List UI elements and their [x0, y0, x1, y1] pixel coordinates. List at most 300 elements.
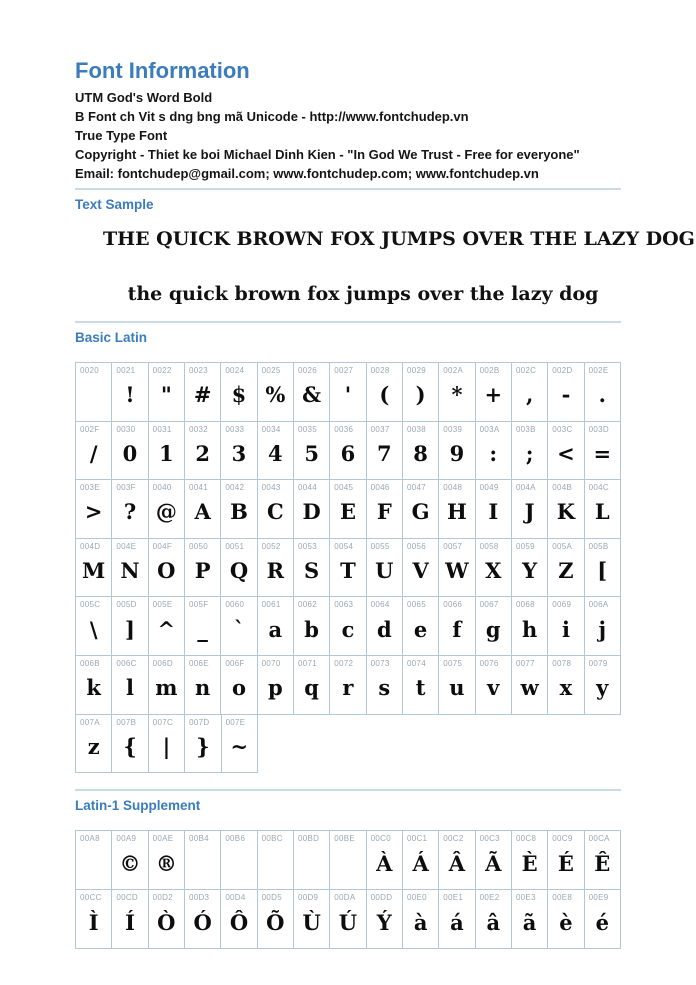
- glyph: [76, 844, 111, 889]
- glyph-cell-0026: [293, 362, 330, 422]
- codepoint-label: 004B: [552, 483, 573, 493]
- codepoint-label: 0053: [297, 541, 317, 551]
- glyph: @: [155, 499, 177, 525]
- glyph-cell-007E: [221, 714, 258, 774]
- glyph: r: [342, 675, 354, 701]
- font-description-line: B Font ch Vit s dng bng mã Unicode - http://www.fontchudep.vn: [75, 109, 469, 124]
- codepoint-label: 0066: [443, 600, 463, 610]
- glyph-cell-004E: [111, 538, 148, 598]
- glyph: Ù: [302, 909, 321, 935]
- section-heading-text-sample: Text Sample: [75, 197, 154, 212]
- codepoint-label: 003C: [552, 424, 573, 434]
- font-type-line: True Type Font: [75, 128, 168, 143]
- glyph: À: [376, 850, 393, 876]
- glyph-cell-00D9: [293, 889, 330, 949]
- codepoint-label: 0058: [479, 541, 499, 551]
- glyph-cell-0024: [220, 362, 257, 422]
- glyph: I: [488, 499, 499, 525]
- glyph-cell-0037: [366, 421, 403, 481]
- glyph: !: [125, 382, 135, 408]
- glyph: &: [302, 382, 322, 408]
- codepoint-label: 00C9: [552, 834, 573, 844]
- glyph-cell-005B: [584, 538, 621, 598]
- glyph: 7: [376, 440, 392, 466]
- codepoint-label: 00A9: [116, 834, 137, 844]
- glyph: e: [413, 616, 428, 642]
- codepoint-label: 006A: [588, 600, 609, 610]
- glyph-cell-006F: [220, 655, 257, 715]
- glyph-cell-00E3: [511, 889, 548, 949]
- codepoint-label: 0076: [479, 658, 499, 668]
- codepoint-label: 00CC: [80, 893, 102, 903]
- codepoint-label: 00BC: [261, 834, 283, 844]
- glyph-table-latin1-supplement: [75, 830, 621, 949]
- codepoint-label: 00CA: [588, 834, 610, 844]
- glyph-cell-0059: [511, 538, 548, 598]
- glyph-cell-0029: [402, 362, 439, 422]
- glyph: o: [231, 675, 246, 701]
- glyph-row: [75, 889, 621, 949]
- glyph-cell-0074: [402, 655, 439, 715]
- codepoint-label: 002A: [443, 366, 464, 375]
- codepoint-label: 0062: [297, 600, 317, 610]
- codepoint-label: 00DD: [370, 893, 393, 903]
- codepoint-label: 0049: [479, 483, 499, 493]
- glyph: #: [193, 382, 212, 408]
- glyph-row: [75, 655, 621, 715]
- email-line: Email: fontchudep@gmail.com; www.fontchudep.com; www.fontchudep.vn: [75, 166, 539, 181]
- glyph-cell-0032: [184, 421, 221, 481]
- glyph-cell-00D5: [257, 889, 294, 949]
- glyph-cell-00C1: [402, 830, 439, 890]
- codepoint-label: 00C0: [370, 834, 391, 844]
- codepoint-label: 0052: [261, 541, 281, 551]
- codepoint-label: 002F: [80, 424, 100, 434]
- glyph: c: [341, 616, 355, 642]
- glyph: A: [194, 499, 211, 525]
- glyph: ): [415, 382, 426, 408]
- glyph: Z: [558, 558, 574, 584]
- glyph: =: [593, 440, 612, 466]
- codepoint-label: 0071: [297, 658, 317, 668]
- codepoint-label: 0024: [225, 366, 245, 375]
- glyph-cell-00C0: [366, 830, 403, 890]
- glyph-cell-0054: [329, 538, 366, 598]
- codepoint-label: 00D2: [152, 893, 173, 903]
- glyph: g: [485, 616, 501, 642]
- codepoint-label: 005E: [152, 600, 173, 610]
- glyph-cell-005A: [547, 538, 584, 598]
- glyph: 1: [159, 440, 174, 466]
- glyph-cell-00CA: [584, 830, 621, 890]
- glyph: Ê: [594, 850, 611, 876]
- codepoint-label: 002D: [552, 366, 573, 375]
- glyph: _: [197, 616, 208, 642]
- codepoint-label: 00A8: [80, 834, 100, 844]
- codepoint-label: 0048: [443, 483, 463, 493]
- codepoint-label: 0077: [515, 658, 535, 668]
- codepoint-label: 00C1: [406, 834, 428, 844]
- glyph-cell-00C3: [475, 830, 512, 890]
- codepoint-label: 006F: [225, 658, 245, 668]
- glyph-cell-004B: [547, 479, 584, 539]
- font-info-block: [75, 88, 621, 183]
- glyph-cell-0067: [475, 596, 512, 656]
- codepoint-label: 0031: [152, 424, 172, 434]
- glyph-cell-0023: [184, 362, 221, 422]
- codepoint-label: 00CD: [116, 893, 138, 903]
- codepoint-label: 0068: [515, 600, 535, 610]
- glyph: ,: [525, 382, 534, 408]
- glyph-cell-00D4: [220, 889, 257, 949]
- glyph: <: [557, 440, 575, 466]
- glyph-row: [75, 538, 621, 598]
- glyph: ©: [119, 850, 141, 876]
- glyph: +: [484, 382, 503, 408]
- codepoint-label: 0038: [406, 424, 426, 434]
- glyph-cell-0071: [293, 655, 330, 715]
- glyph: á: [450, 909, 464, 935]
- glyph: *: [451, 382, 463, 408]
- glyph-cell-003A: [475, 421, 512, 481]
- sample-lowercase: the quick brown fox jumps over the lazy dog: [127, 283, 599, 305]
- glyph-row: [75, 479, 621, 539]
- codepoint-label: 004C: [588, 483, 609, 493]
- glyph: y: [596, 675, 609, 701]
- codepoint-label: 0046: [370, 483, 390, 493]
- glyph: [185, 844, 220, 889]
- glyph: Í: [125, 909, 135, 935]
- section-heading-basic-latin: Basic Latin: [75, 330, 148, 345]
- glyph-cell-0046: [366, 479, 403, 539]
- glyph: V: [412, 558, 429, 584]
- codepoint-label: 0065: [406, 600, 426, 610]
- codepoint-label: 0028: [370, 366, 390, 375]
- glyph-cell-00C8: [511, 830, 548, 890]
- glyph: 5: [304, 440, 319, 466]
- glyph: S: [304, 558, 320, 584]
- glyph-row: [75, 421, 621, 481]
- glyph: é: [595, 909, 609, 935]
- glyph-cell-003F: [111, 479, 148, 539]
- codepoint-label: 0034: [261, 424, 281, 434]
- section-divider: [75, 188, 621, 190]
- glyph: ®: [155, 850, 177, 876]
- glyph: M: [82, 558, 106, 584]
- glyph-cell-005F: [184, 596, 221, 656]
- codepoint-label: 0079: [588, 658, 608, 668]
- glyph-cell-00E2: [475, 889, 512, 949]
- codepoint-label: 005A: [552, 541, 573, 551]
- glyph-cell-0063: [329, 596, 366, 656]
- glyph: F: [376, 499, 392, 525]
- glyph: Ò: [157, 909, 176, 935]
- glyph-cell-006B: [75, 655, 112, 715]
- codepoint-label: 0043: [261, 483, 281, 493]
- codepoint-label: 00E2: [479, 893, 500, 903]
- glyph-cell-00E9: [584, 889, 621, 949]
- glyph: %: [265, 382, 286, 408]
- glyph: Ó: [193, 909, 212, 935]
- glyph: ]: [125, 616, 135, 642]
- glyph: [294, 844, 329, 889]
- glyph-cell-0038: [402, 421, 439, 481]
- codepoint-label: 0078: [552, 658, 572, 668]
- glyph: 4: [267, 440, 283, 466]
- glyph: u: [449, 675, 465, 701]
- glyph-cell-0060: [220, 596, 257, 656]
- glyph: Ú: [338, 909, 358, 935]
- glyph-cell-0043: [257, 479, 294, 539]
- glyph-cell-00AE: [148, 830, 185, 890]
- glyph-cell-003C: [547, 421, 584, 481]
- codepoint-label: 0032: [188, 424, 208, 434]
- codepoint-label: 0045: [334, 483, 354, 493]
- codepoint-label: 00E9: [588, 893, 609, 903]
- codepoint-label: 005D: [116, 600, 137, 610]
- glyph: w: [520, 675, 539, 701]
- glyph-cell-00A9: [111, 830, 148, 890]
- codepoint-label: 0023: [188, 366, 208, 375]
- glyph-cell-00BC: [257, 830, 294, 890]
- glyph: 9: [449, 440, 465, 466]
- glyph: 3: [231, 440, 247, 466]
- glyph-cell-0044: [293, 479, 330, 539]
- glyph: ~: [230, 733, 249, 759]
- glyph-cell-00E0: [402, 889, 439, 949]
- codepoint-label: 0022: [152, 366, 172, 375]
- glyph: Y: [522, 558, 538, 584]
- glyph: G: [411, 499, 430, 525]
- glyph-cell-0050: [184, 538, 221, 598]
- glyph: C: [266, 499, 284, 525]
- codepoint-label: 004F: [152, 541, 173, 551]
- glyph: i: [561, 616, 570, 642]
- glyph: v: [487, 675, 500, 701]
- glyph: [258, 844, 293, 889]
- glyph: z: [87, 733, 100, 759]
- codepoint-label: 007E: [225, 717, 246, 727]
- codepoint-label: 00C8: [515, 834, 537, 844]
- glyph: B: [230, 499, 248, 525]
- codepoint-label: 0070: [261, 658, 281, 668]
- glyph: ^: [157, 616, 176, 642]
- glyph: l: [126, 675, 134, 701]
- font-name-line: UTM God's Word Bold: [75, 90, 213, 105]
- glyph: J: [524, 499, 535, 525]
- codepoint-label: 0044: [297, 483, 317, 493]
- glyph: â: [486, 909, 501, 935]
- glyph: :: [489, 440, 498, 466]
- glyph-cell-0028: [366, 362, 403, 422]
- codepoint-label: 0060: [225, 600, 245, 610]
- glyph: [221, 844, 256, 889]
- codepoint-label: 00E8: [552, 893, 573, 903]
- glyph: h: [521, 616, 538, 642]
- glyph-cell-007B: [111, 714, 148, 774]
- glyph: f: [452, 616, 462, 642]
- page-title: Font Information: [75, 58, 250, 83]
- codepoint-label: 00DA: [334, 893, 356, 903]
- codepoint-label: 0056: [406, 541, 426, 551]
- codepoint-label: 0057: [443, 541, 463, 551]
- codepoint-label: 0026: [297, 366, 317, 375]
- copyright-line: Copyright - Thiet ke boi Michael Dinh Kien - "In God We Trust - Free for everyone": [75, 147, 580, 162]
- glyph-cell-0033: [220, 421, 257, 481]
- codepoint-label: 0039: [443, 424, 463, 434]
- glyph-cell-004C: [584, 479, 621, 539]
- codepoint-label: 0067: [479, 600, 499, 610]
- glyph-cell-0056: [402, 538, 439, 598]
- glyph-cell-006D: [148, 655, 185, 715]
- codepoint-label: 002B: [479, 366, 500, 375]
- glyph: U: [375, 558, 394, 584]
- glyph-cell-00D2: [148, 889, 185, 949]
- codepoint-label: 003D: [588, 424, 609, 434]
- glyph: -: [561, 382, 571, 408]
- codepoint-label: 0021: [116, 366, 136, 375]
- glyph: k: [86, 675, 101, 701]
- glyph-cell-004A: [511, 479, 548, 539]
- glyph-cell-0042: [220, 479, 257, 539]
- codepoint-label: 0037: [370, 424, 390, 434]
- glyph: [330, 844, 365, 889]
- glyph-cell-00BE: [329, 830, 366, 890]
- glyph-cell-0036: [329, 421, 366, 481]
- glyph: É: [557, 850, 574, 876]
- glyph-cell-00E1: [438, 889, 475, 949]
- glyph: Ì: [88, 909, 99, 935]
- glyph-cell-0052: [257, 538, 294, 598]
- codepoint-label: 007B: [116, 717, 137, 727]
- glyph: ?: [123, 499, 137, 525]
- codepoint-label: 003A: [479, 424, 500, 434]
- glyph-table-basic-latin: [75, 362, 621, 773]
- glyph-cell-0064: [366, 596, 403, 656]
- glyph: [: [597, 558, 608, 584]
- codepoint-label: 00BE: [334, 834, 356, 844]
- glyph-cell-002B: [475, 362, 512, 422]
- codepoint-label: 0035: [297, 424, 317, 434]
- glyph: s: [378, 675, 391, 701]
- glyph-cell-0076: [475, 655, 512, 715]
- section-heading-latin1-supplement: Latin-1 Supplement: [75, 798, 201, 814]
- codepoint-label: 0036: [334, 424, 354, 434]
- codepoint-label: 00C2: [443, 834, 464, 844]
- codepoint-label: 00D4: [225, 893, 246, 903]
- glyph-cell-0022: [148, 362, 185, 422]
- codepoint-label: 00BD: [297, 834, 320, 844]
- glyph: Ô: [229, 909, 249, 935]
- glyph-cell-004F: [148, 538, 185, 598]
- glyph: }: [196, 733, 210, 759]
- glyph-cell-0055: [366, 538, 403, 598]
- glyph-row: [75, 596, 621, 656]
- codepoint-label: 00B4: [188, 834, 209, 844]
- glyph-cell-0025: [257, 362, 294, 422]
- codepoint-label: 003F: [116, 483, 136, 493]
- glyph-cell-0077: [511, 655, 548, 715]
- codepoint-label: 007D: [189, 717, 210, 727]
- glyph: O: [157, 558, 176, 584]
- glyph-row: [75, 714, 621, 774]
- codepoint-label: 003B: [515, 424, 536, 434]
- codepoint-label: 00C3: [479, 834, 500, 844]
- glyph: p: [267, 675, 283, 701]
- codepoint-label: 0033: [225, 424, 245, 434]
- codepoint-label: 00D3: [188, 893, 210, 903]
- codepoint-label: 004E: [116, 541, 137, 551]
- glyph-cell-0065: [402, 596, 439, 656]
- glyph-cell-0058: [475, 538, 512, 598]
- codepoint-label: 007A: [80, 717, 100, 727]
- codepoint-label: 006C: [116, 658, 137, 668]
- glyph: D: [302, 499, 321, 525]
- glyph: è: [559, 909, 573, 935]
- codepoint-label: 006E: [188, 658, 209, 668]
- codepoint-label: 003E: [80, 483, 100, 493]
- codepoint-label: 00E3: [515, 893, 536, 903]
- glyph: `: [233, 616, 245, 642]
- glyph-cell-006C: [111, 655, 148, 715]
- glyph: K: [556, 499, 576, 525]
- glyph: [76, 376, 111, 421]
- glyph-cell-002D: [547, 362, 584, 422]
- glyph: 2: [195, 440, 210, 466]
- glyph-cell-005D: [111, 596, 148, 656]
- glyph-cell-0047: [402, 479, 439, 539]
- glyph-cell-0053: [293, 538, 330, 598]
- glyph: t: [415, 675, 426, 701]
- codepoint-label: 005B: [588, 541, 609, 551]
- glyph: |: [162, 733, 171, 759]
- glyph: P: [194, 558, 211, 584]
- glyph: R: [266, 558, 285, 584]
- glyph: 8: [413, 440, 428, 466]
- glyph: {: [123, 733, 137, 759]
- glyph-cell-007D: [184, 714, 221, 774]
- glyph-cell-002F: [75, 421, 112, 481]
- glyph-cell-0069: [547, 596, 584, 656]
- glyph-cell-003E: [75, 479, 112, 539]
- glyph-cell-0079: [584, 655, 621, 715]
- codepoint-label: 0041: [188, 483, 208, 493]
- glyph-cell-00E8: [547, 889, 584, 949]
- glyph: j: [598, 616, 607, 642]
- section-divider: [75, 789, 621, 791]
- codepoint-label: 0072: [334, 658, 354, 668]
- glyph-cell-00CD: [111, 889, 148, 949]
- glyph: /: [89, 440, 98, 466]
- glyph: Â: [448, 850, 466, 876]
- glyph-cell-0068: [511, 596, 548, 656]
- glyph-cell-0034: [257, 421, 294, 481]
- codepoint-label: 007C: [152, 717, 174, 727]
- glyph-cell-0041: [184, 479, 221, 539]
- glyph-cell-002A: [438, 362, 475, 422]
- codepoint-label: 0064: [370, 600, 390, 610]
- glyph: ': [344, 382, 352, 408]
- glyph: >: [84, 499, 103, 525]
- glyph: Q: [229, 558, 249, 584]
- codepoint-label: 00B6: [225, 834, 246, 844]
- codepoint-label: 0020: [80, 366, 99, 375]
- glyph-cell-00A8: [75, 830, 112, 890]
- glyph-cell-0021: [111, 362, 148, 422]
- codepoint-label: 002C: [515, 366, 537, 375]
- glyph-cell-0049: [475, 479, 512, 539]
- codepoint-label: 00E0: [406, 893, 427, 903]
